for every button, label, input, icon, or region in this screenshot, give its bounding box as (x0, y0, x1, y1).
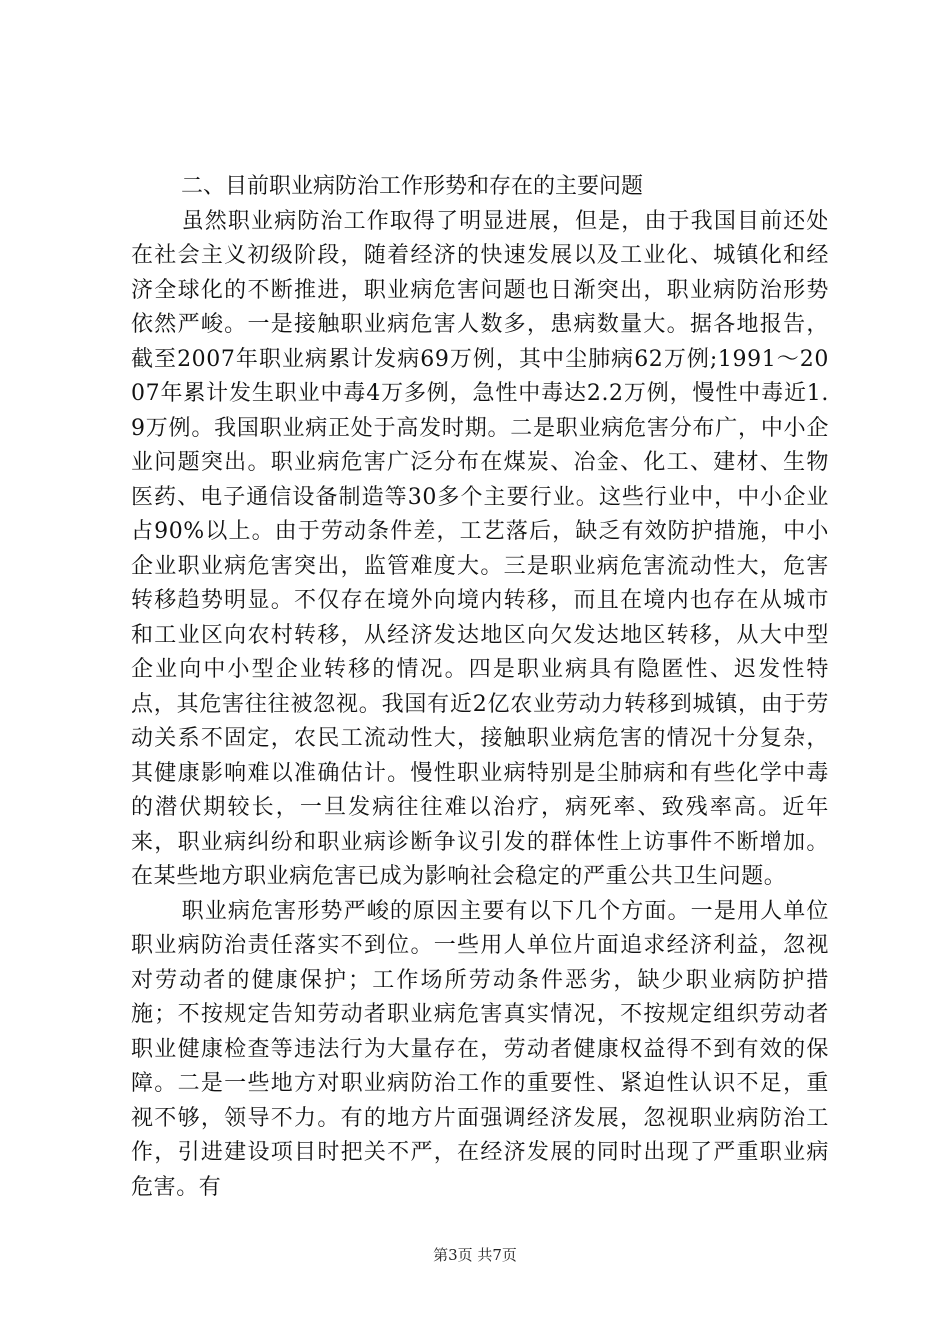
page-number-footer: 第3页 共7页 (433, 1246, 517, 1264)
section-heading: 二、目前职业病防治工作形势和存在的主要问题 (181, 174, 644, 199)
paragraph-1: 虽然职业病防治工作取得了明显进展，但是，由于我国目前还处在社会主义初级阶段，随着经济的快速发展以及工业化、城镇化和经济全球化的不断推进，职业病危害问题也日渐突出，职业病防治形势依然严峻。一是接触职业病危害人数多，患病数量大。据各地报告，截至2007年职业病累计发病69万例，其中尘肺病62万例;1991～2007年累计发生职业中毒4万多例，急性中毒达2.2万例，慢性中毒近1.9万例。我国职业病正处于高发时期。二是职业病危害分布广，中小企业问题突出。职业病危害广泛分布在煤炭、冶金、化工、建材、生物医药、电子通信设备制造等30多个主要行业。这些行业中，中小企业占90%以上。由于劳动条件差，工艺落后，缺乏有效防护措施，中小企业职业病危害突出，监管难度大。三是职业病危害流动性大，危害转移趋势明显。不仅存在境外向境内转移，而且在境内也存在从城市和工业区向农村转移，从经济发达地区向欠发达地区转移，从大中型企业向中小型企业转移的情况。四是职业病具有隐匿性、迟发性特点，其危害往往被忽视。我国有近2亿农业劳动力转移到城镇，由于劳动关系不固定，农民工流动性大，接触职业病危害的情况十分复杂，其健康影响难以准确估计。慢性职业病特别是尘肺病和有些化学中毒的潜伏期较长，一旦发病往往难以治疗，病死率、致残率高。近年来，职业病纠纷和职业病诊断争议引发的群体性上访事件不断增加。在某些地方职业病危害已成为影响社会稳定的严重公共卫生问题。 (131, 208, 829, 889)
document-body (131, 170, 829, 1205)
paragraph-2: 职业病危害形势严峻的原因主要有以下几个方面。一是用人单位职业病防治责任落实不到位。一些用人单位片面追求经济利益，忽视对劳动者的健康保护；工作场所劳动条件恶劣，缺少职业病防护措施；不按规定告知劳动者职业病危害真实情况，不按规定组织劳动者职业健康检查等违法行为大量存在，劳动者健康权益得不到有效的保障。二是一些地方对职业病防治工作的重要性、紧迫性认识不足，重视不够，领导不力。有的地方片面强调经济发展，忽视职业病防治工作，引进建设项目时把关不严，在经济发展的同时出现了严重职业病危害。有 (131, 898, 829, 1200)
